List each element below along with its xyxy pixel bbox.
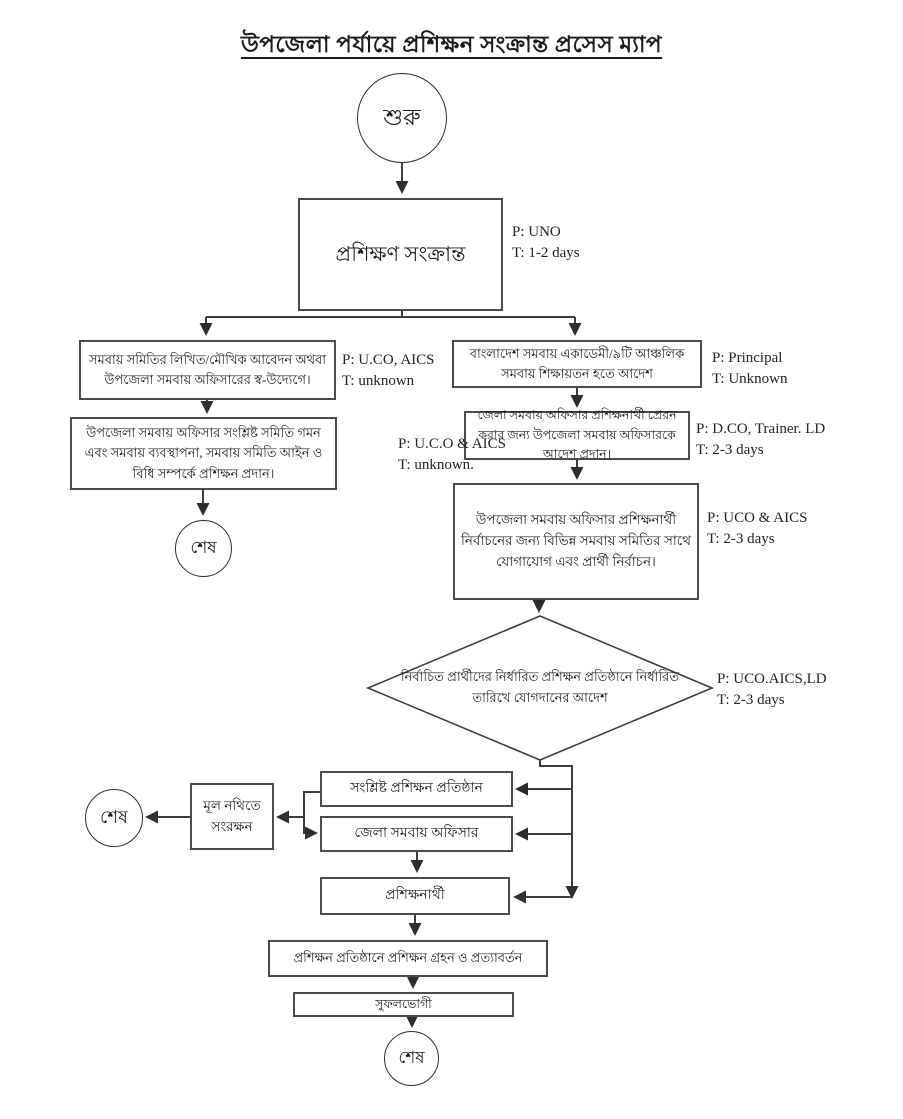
annotation-time: T: 2-3 days — [707, 531, 775, 547]
annotation-right-candidate-select — [707, 508, 807, 550]
node-training-and-return: প্রশিক্ষন প্রতিষ্ঠানে প্রশিক্ষন গ্রহন ও প্রত্যাবর্তন — [268, 940, 548, 977]
annotation-performer: P: U.CO, AICS — [342, 352, 435, 368]
line-institute-junction — [304, 792, 320, 833]
annotation-time: T: unknown — [342, 373, 415, 389]
node-decision-join-order: নির্বাচিত প্রার্থীদের নির্ধারিত প্রশিক্ষন প্রতিষ্ঠানে নির্ধারিত তারিখে যোগদানের আদেশ — [400, 669, 680, 705]
line-decision-rail — [540, 760, 572, 897]
annotation-performer: P: UCO.AICS,LD — [717, 671, 827, 687]
annotation-performer: P: Principal — [712, 350, 783, 366]
end-terminator-bottom: শেষ — [384, 1031, 439, 1086]
node-right-district-order: জেলা সমবায় অফিসার প্রশিক্ষনার্থী প্রেরন করার জন্য উপজেলা সমবায় অফিসারকে আদেশ প্রদান। — [464, 411, 690, 460]
annotation-left-training-given — [398, 434, 506, 476]
annotation-performer: P: D.CO, Trainer. LD — [696, 421, 826, 437]
annotation-performer: P: UNO — [512, 224, 561, 240]
node-district-officer: জেলা সমবায় অফিসার — [320, 816, 513, 852]
node-trainee: প্রশিক্ষনার্থী — [320, 877, 510, 915]
node-left-application: সমবায় সমিতির লিখিত/মৌখিক আবেদন অথবা উপজেলা সমবায় অফিসারের স্ব-উদ্যেগে। — [79, 340, 336, 400]
node-left-training-given: উপজেলা সমবায় অফিসার সংশ্লিষ্ট সমিতি গমন এবং সমবায় ব্যবস্থাপনা, সমবায় সমিতি আইন ও বিধি সম্পর্কে প্রশিক্ষন প্রদান। — [70, 417, 337, 490]
page-title: উপজেলা পর্যায়ে প্রশিক্ষন সংক্রান্ত প্রসেস ম্যাপ — [240, 32, 663, 57]
start-terminator: শুরু — [357, 73, 447, 163]
annotation-performer: P: UCO & AICS — [707, 510, 808, 526]
annotation-left-application — [342, 350, 435, 392]
annotation-time: T: 2-3 days — [717, 692, 785, 708]
annotation-decision-join-order — [717, 669, 827, 711]
end-terminator-mid: শেষ — [85, 789, 143, 847]
annotation-right-academy-order — [712, 348, 788, 390]
annotation-right-district-order — [696, 419, 825, 461]
node-main-file-keep: মূল নথিতে সংরক্ষন — [190, 783, 274, 850]
annotation-time: T: unknown. — [398, 457, 474, 473]
annotation-time: T: Unknown — [712, 371, 788, 387]
annotation-training-related — [512, 222, 580, 264]
node-beneficiary: সুফলভোগী — [293, 992, 514, 1017]
node-right-academy-order: বাংলাদেশ সমবায় একাডেমী/৯টি আঞ্চলিক সমবায় শিক্ষায়তন হতে আদেশ — [452, 340, 702, 388]
node-training-related: প্রশিক্ষণ সংক্রান্ত — [298, 198, 503, 311]
annotation-time: T: 1-2 days — [512, 245, 580, 261]
end-terminator-left: শেষ — [175, 520, 232, 577]
annotation-performer: P: U.C.O & AICS — [398, 436, 506, 452]
node-right-candidate-select: উপজেলা সমবায় অফিসার প্রশিক্ষনার্থী নির্বাচনের জন্য বিভিন্ন সমবায় সমিতির সাথে যোগাযোগ এবং প্রার্থী নির্বাচন। — [453, 483, 699, 600]
node-training-institute: সংশ্লিষ্ট প্রশিক্ষন প্রতিষ্ঠান — [320, 771, 513, 807]
annotation-time: T: 2-3 days — [696, 442, 764, 458]
